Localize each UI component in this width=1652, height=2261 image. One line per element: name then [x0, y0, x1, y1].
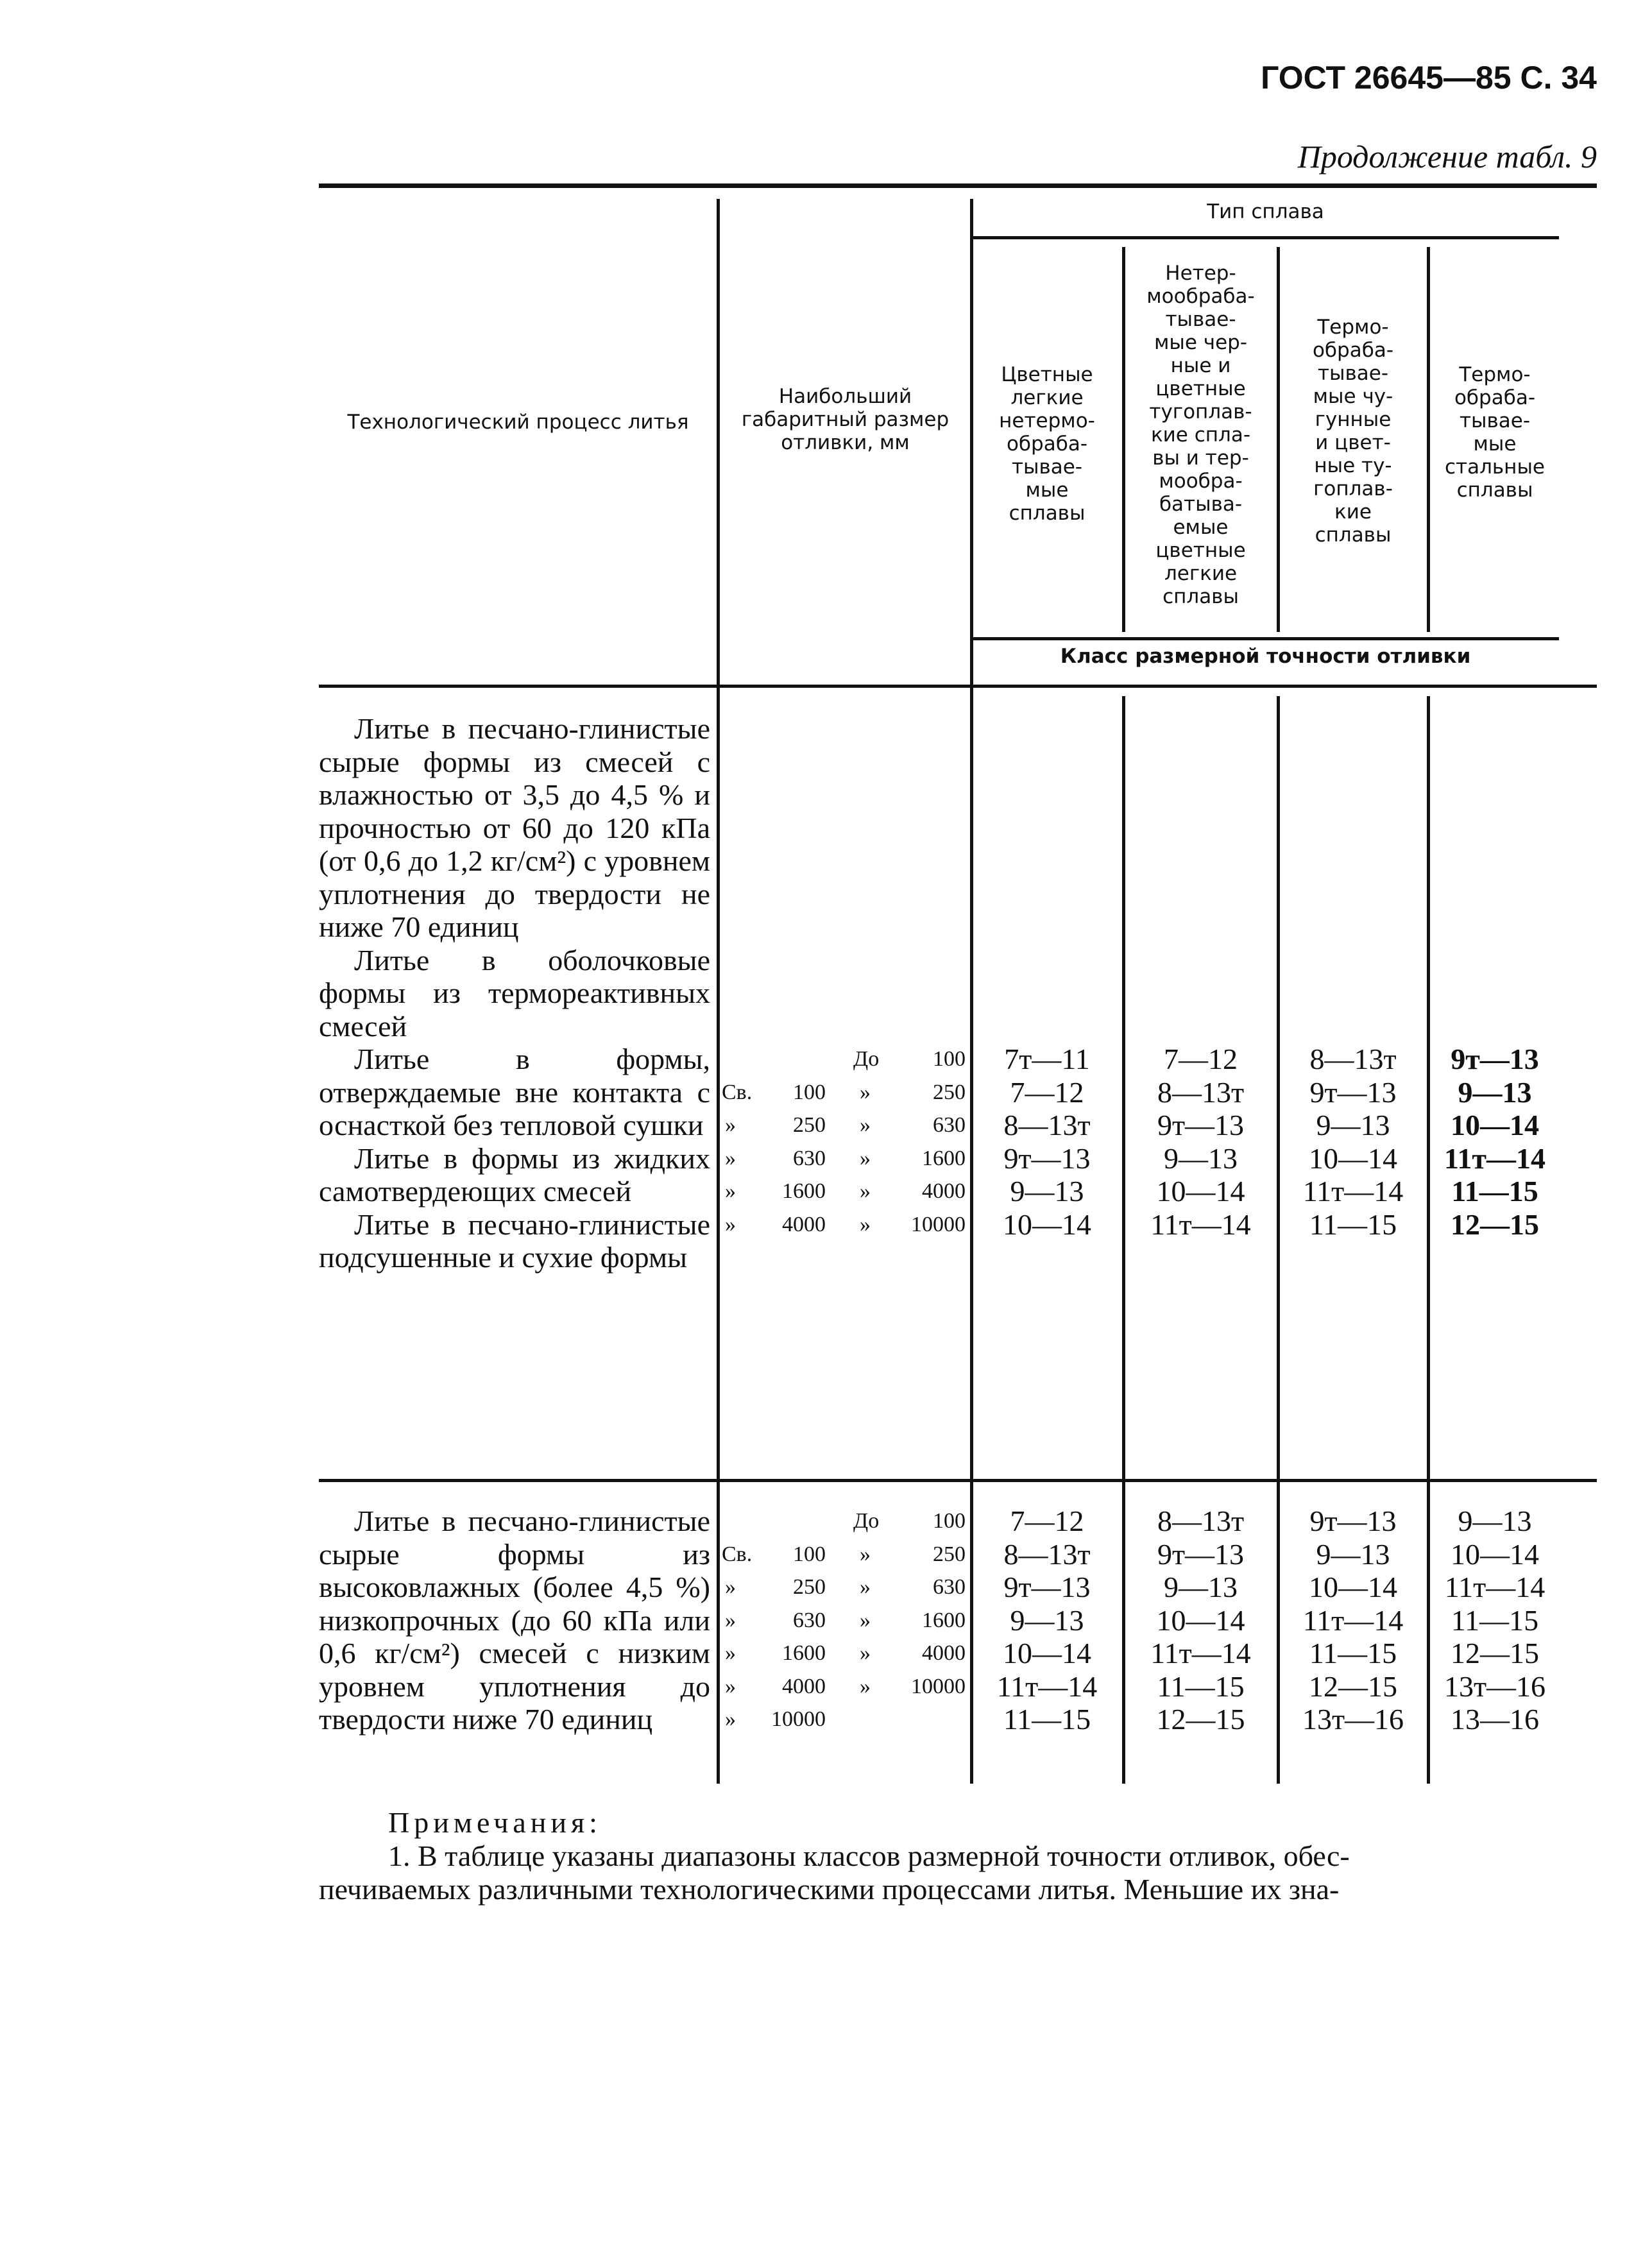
class-cell: 11т—14 — [1443, 1141, 1546, 1175]
group2-col-light-nonferrous — [974, 1505, 1120, 1736]
class-cell: 8—13т — [1157, 1075, 1245, 1109]
accuracy-class-header: Класс размерной точности отливки — [1060, 645, 1471, 668]
class-cell: 10—14 — [1156, 1175, 1245, 1207]
size-row: » 250 » 630 — [725, 1575, 966, 1599]
size-row: Св. 100 » 250 — [722, 1542, 966, 1566]
class-cell: 11—15 — [1309, 1637, 1397, 1669]
class-cell: 13—16 — [1451, 1703, 1539, 1736]
class-cell: 9т—13 — [1309, 1505, 1397, 1537]
class-cell: 10—14 — [1309, 1571, 1397, 1603]
class-cell: 7—12 — [1010, 1505, 1084, 1537]
size-row: » 1600 » 4000 — [725, 1641, 966, 1665]
class-cell: 9—13 — [1316, 1109, 1390, 1141]
class-cell: 10—14 — [1451, 1537, 1539, 1571]
alloy-header-steel: Термо- обраба- тывае- мые стальные сплавы — [1445, 363, 1545, 502]
class-cell: 9т—13 — [1309, 1075, 1397, 1109]
table-top-rule — [319, 183, 1597, 188]
class-cell: 9т—13 — [1451, 1043, 1539, 1075]
alloy-header-cast-iron: Термо- обраба- тывае- мые чу- гунные и цвет- ные ту- гоплав- кие сплавы — [1312, 316, 1394, 547]
body-column-divider-4 — [1427, 696, 1430, 1784]
size-row: До 100 — [853, 1047, 966, 1071]
standard-reference: ГОСТ 26645—85 С. 34 — [1261, 60, 1597, 96]
class-cell: 9—13 — [1164, 1571, 1238, 1603]
process-dried-sand-mold: Литье в песчано-глинистые подсушенные и сухие формы — [319, 1207, 710, 1274]
size-column-header: Наибольший габаритный размер отливки, мм — [741, 385, 949, 454]
class-cell: 10—14 — [1003, 1207, 1091, 1241]
size-row: » 10000 — [725, 1707, 826, 1731]
notes-line-2: печиваемых различными технологическими процессами литья. Меньшие их зна- — [319, 1873, 1340, 1906]
class-cell: 12—15 — [1156, 1703, 1245, 1736]
group1-col-steel — [1431, 1043, 1559, 1241]
class-cell: 9т—13 — [1003, 1571, 1091, 1603]
class-label-rule — [972, 637, 1559, 640]
class-cell: 13т—16 — [1443, 1669, 1546, 1703]
class-cell: 11т—14 — [1444, 1571, 1546, 1603]
group2-size-list — [722, 1505, 966, 1736]
group1-process-list — [319, 712, 710, 1274]
group2-col-steel — [1431, 1505, 1559, 1736]
class-cell: 9—13 — [1316, 1537, 1390, 1571]
group2-col-cast-iron — [1281, 1505, 1426, 1736]
class-cell: 11—15 — [1309, 1207, 1397, 1241]
class-cell: 11т—14 — [1150, 1207, 1251, 1241]
process-high-moisture-green-sand: Литье в песчано-глинистые сырые формы из высоковлажных (более 4,5 %) низкопрочных (до 60 кПа или 0,6 кг/см²) смесей с низким уровнем уплотнения до твердости ниже 70 единиц — [319, 1505, 710, 1736]
class-cell: 11т—14 — [996, 1669, 1098, 1703]
alloy-column-divider-2 — [1122, 247, 1125, 632]
class-cell: 10—14 — [1003, 1637, 1091, 1669]
class-cell: 12—15 — [1451, 1637, 1539, 1669]
table-continuation-label: Продолжение табл. 9 — [1297, 139, 1597, 175]
class-cell: 7—12 — [1010, 1075, 1084, 1109]
size-row: » 630 » 1600 — [725, 1146, 966, 1170]
class-cell: 13т—16 — [1302, 1703, 1404, 1736]
size-row: » 250 » 630 — [725, 1113, 966, 1137]
alloy-group-rule — [972, 236, 1559, 239]
process-liquid-self-hardening: Литье в формы из жидких самотвердеющих смесей — [319, 1141, 710, 1207]
size-row: » 1600 » 4000 — [725, 1179, 966, 1203]
class-cell: 8—13т — [1003, 1109, 1091, 1141]
class-cell: 8—13т — [1157, 1505, 1245, 1537]
group1-col-ferrous-refractory — [1126, 1043, 1275, 1241]
class-cell: 9—13 — [1010, 1603, 1084, 1637]
alloy-type-header: Тип сплава — [1207, 200, 1324, 223]
body-column-divider-3 — [1277, 696, 1280, 1784]
notes-title: Примечания: — [388, 1806, 602, 1839]
process-shell-mold: Литье в оболочковые формы из термореактивных смесей — [319, 943, 710, 1043]
alloy-column-divider-3 — [1277, 247, 1280, 632]
alloy-header-light-nonferrous: Цветные легкие нетермо- обраба- тывае- мые сплавы — [999, 363, 1095, 525]
class-cell: 11т—14 — [1302, 1175, 1404, 1207]
class-cell: 9т—13 — [1003, 1141, 1091, 1175]
class-cell: 9—13 — [1458, 1075, 1532, 1109]
class-cell: 7т—11 — [1004, 1043, 1090, 1075]
size-row: Св. 100 » 250 — [722, 1080, 966, 1104]
header-bottom-rule — [319, 685, 1597, 688]
process-no-bake-mold: Литье в формы, отверждаемые вне контакта с оснасткой без тепловой сушки — [319, 1043, 710, 1141]
class-cell: 11т—14 — [1302, 1603, 1404, 1637]
class-cell: 11—15 — [1003, 1703, 1091, 1736]
class-cell: 9—13 — [1164, 1141, 1238, 1175]
class-cell: 12—15 — [1309, 1669, 1397, 1703]
class-cell: 8—13т — [1309, 1043, 1397, 1075]
size-row: » 4000 » 10000 — [725, 1212, 966, 1236]
group2-col-ferrous-refractory — [1126, 1505, 1275, 1736]
class-cell: 11—15 — [1157, 1669, 1245, 1703]
class-cell: 7—12 — [1164, 1043, 1238, 1075]
class-cell: 9—13 — [1458, 1505, 1532, 1537]
group-separator-rule — [319, 1479, 1597, 1482]
class-cell: 10—14 — [1156, 1603, 1245, 1637]
size-column-divider — [717, 199, 720, 1784]
class-cell: 8—13т — [1003, 1537, 1091, 1571]
notes-line-1: 1. В таблице указаны диапазоны классов размерной точности отливок, обес- — [388, 1839, 1350, 1872]
group1-size-list — [722, 1043, 966, 1241]
group1-col-cast-iron — [1281, 1043, 1426, 1241]
size-row: » 4000 » 10000 — [725, 1674, 966, 1698]
group1-col-light-nonferrous — [974, 1043, 1120, 1241]
body-column-divider-2 — [1122, 696, 1125, 1784]
class-cell: 11т—14 — [1150, 1637, 1251, 1669]
group2-process-list — [319, 1505, 710, 1736]
process-column-header: Технологический процесс литья — [347, 411, 689, 434]
size-row: » 630 » 1600 — [725, 1608, 966, 1632]
class-cell: 9—13 — [1010, 1175, 1084, 1207]
class-cell: 10—14 — [1309, 1141, 1397, 1175]
class-cell: 9т—13 — [1157, 1109, 1245, 1141]
class-cell: 10—14 — [1451, 1109, 1539, 1141]
class-cell: 11—15 — [1451, 1603, 1539, 1637]
alloy-header-ferrous-refractory: Нетер- мообраба- тывае- мые чер- ные и цветные тугоплав- кие спла- вы и тер- мообра- батыва- емые цветные легкие сплавы — [1146, 262, 1255, 608]
process-green-sand: Литье в песчано-глинистые сырые формы из смесей с влажностью от 3,5 до 4,5 % и прочностью от 60 до 120 кПа (от 0,6 до 1,2 кг/см²) с уровнем уплотнения до твердости не ниже 70 единиц — [319, 712, 710, 943]
alloy-column-divider-4 — [1427, 247, 1430, 632]
class-cell: 12—15 — [1451, 1207, 1539, 1241]
alloy-column-divider-1 — [970, 199, 973, 1784]
size-row: До 100 — [853, 1509, 966, 1533]
class-cell: 9т—13 — [1157, 1537, 1245, 1571]
class-cell: 11—15 — [1451, 1175, 1538, 1207]
